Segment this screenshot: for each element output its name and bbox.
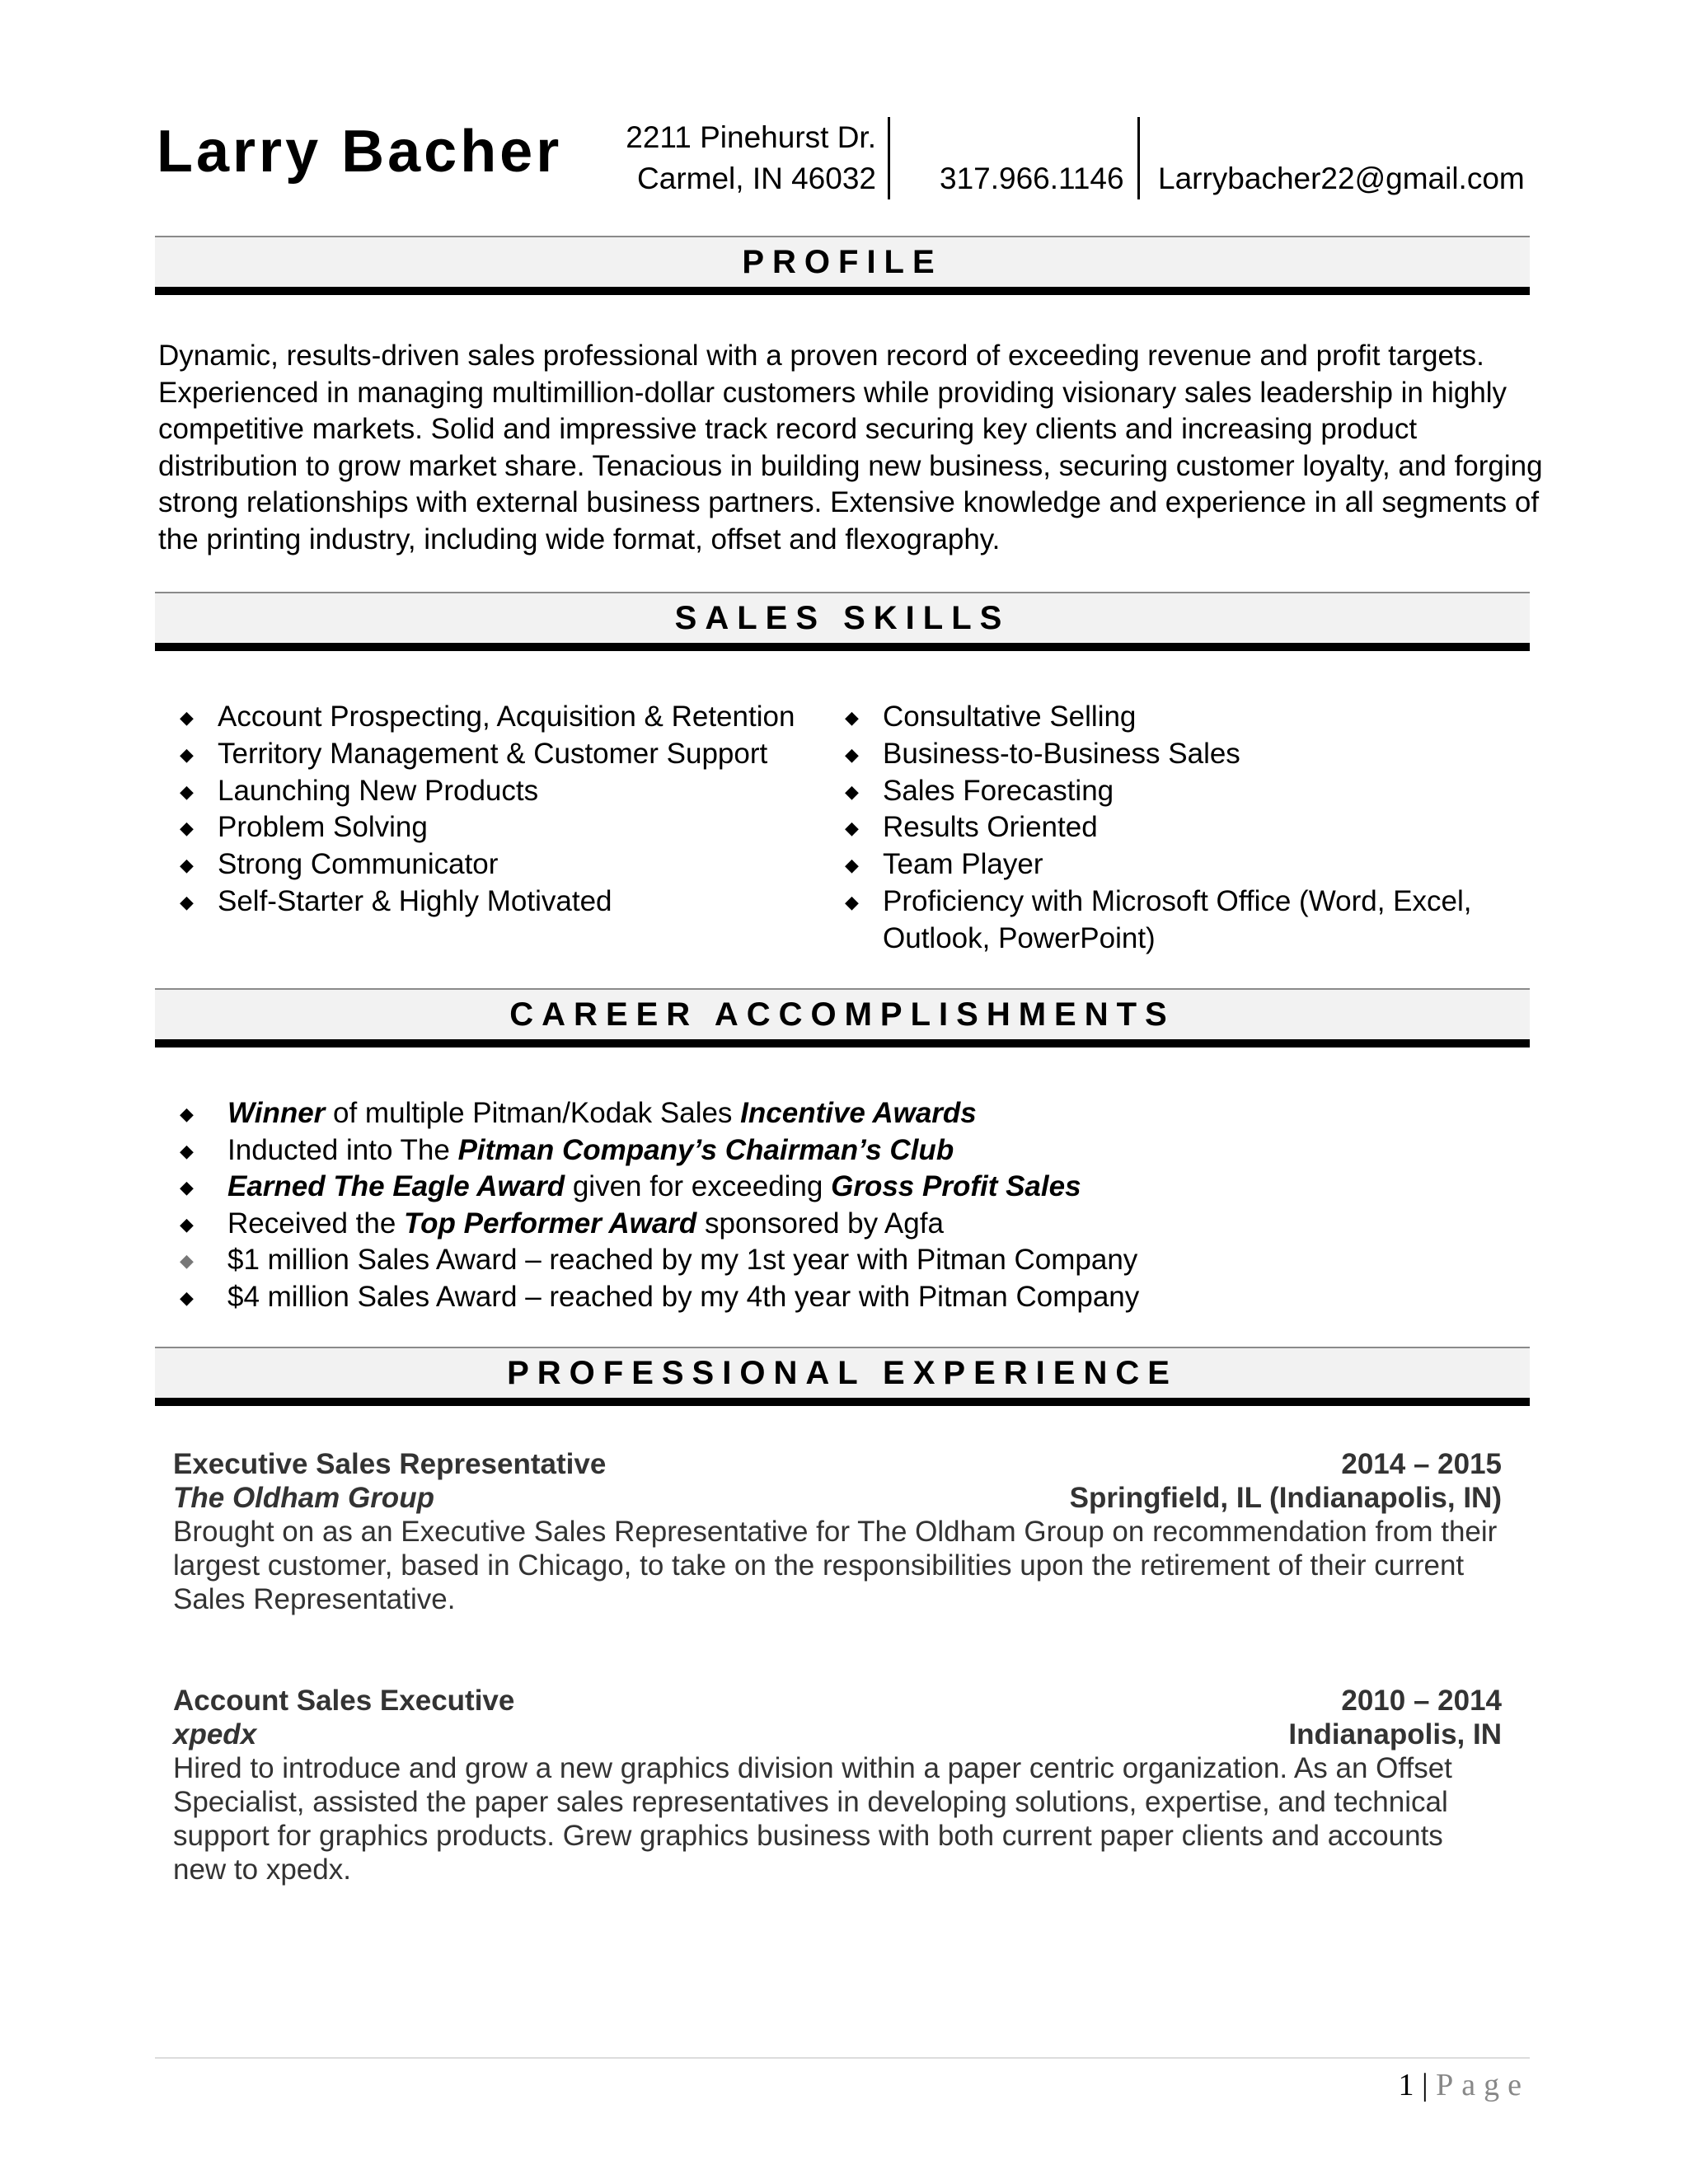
skill-label: Territory Management & Customer Support [218,737,768,770]
list-item: ◆ Earned The Eagle Award given for exceeding Gross Profit Sales [180,1170,1081,1202]
list-item: ◆ Winner of multiple Pitman/Kodak Sales Incentive Awards [180,1097,977,1129]
job-entry [173,1447,1502,1616]
address-block [626,117,876,199]
address-line-2: Carmel, IN 46032 [637,162,876,195]
list-item [823,699,1516,736]
section-title: CAREER ACCOMPLISHMENTS [509,996,1175,1033]
list-item: ◆ $4 million Sales Award – reached by my 4th year with Pitman Company [180,1280,1140,1313]
page-label: Page [1436,2068,1530,2102]
skill-label: Problem Solving [218,811,428,844]
list-item [158,883,818,921]
diamond-bullet-icon: ◆ [845,707,859,728]
job-title: Account Sales Executive [173,1685,515,1717]
list-item [158,773,818,810]
skill-label: Consultative Selling [883,701,1137,733]
skill-label: Proficiency with Microsoft Office (Word, Excel, Outlook, PowerPoint) [883,884,1472,954]
section-header-skills [155,592,1530,651]
job-location: Indianapolis, IN [1288,1718,1502,1750]
diamond-bullet-icon: ◆ [845,891,859,912]
job-dates: 2014 – 2015 [1341,1448,1502,1480]
diamond-bullet-icon: ◆ [180,1250,194,1271]
diamond-bullet-icon: ◆ [180,1104,194,1124]
diamond-bullet-icon: ◆ [845,855,859,876]
diamond-bullet-icon: ◆ [180,1177,194,1197]
skill-label: Results Oriented [883,811,1098,844]
section-title: PROFILE [742,243,943,280]
email-address: Larrybacher22@gmail.com [1158,162,1525,195]
section-title: SALES SKILLS [674,599,1010,636]
job-description: Hired to introduce and grow a new graphics division within a paper centric organization. As an Offset Specialist, assisted the paper sales representatives in developing solutions, expertise, and technical support for graphics products. Grew graphics business with both current paper clients and accounts new to xpedx. [173,1752,1452,1886]
list-item: ◆ Inducted into The Pitman Company’s Chairman’s Club [180,1133,954,1166]
skill-label: Self-Starter & Highly Motivated [218,884,612,917]
section-title: PROFESSIONAL EXPERIENCE [507,1354,1178,1391]
job-company: xpedx [173,1718,257,1750]
list-item [158,809,818,846]
job-title: Executive Sales Representative [173,1448,607,1480]
page-separator: | [1422,2068,1428,2102]
job-dates: 2010 – 2014 [1341,1685,1502,1717]
address-line-1: 2211 Pinehurst Dr. [626,120,876,154]
diamond-bullet-icon: ◆ [180,743,194,765]
diamond-bullet-icon: ◆ [845,743,859,765]
candidate-name: Larry Bacher [157,119,563,185]
skill-label: Sales Forecasting [883,774,1114,807]
diamond-bullet-icon: ◆ [180,1286,194,1308]
diamond-bullet-icon: ◆ [180,707,194,728]
diamond-bullet-icon: ◆ [180,818,194,839]
list-item [158,846,818,883]
section-header-accomplishments [155,988,1530,1047]
skill-label: Business-to-Business Sales [883,737,1240,770]
list-item [823,773,1516,810]
list-item [158,699,818,736]
page-number [1399,2064,1530,2106]
list-item [823,809,1516,846]
accomplishments-list [166,1095,1485,1315]
diamond-bullet-icon: ◆ [180,1213,194,1235]
diamond-bullet-icon: ◆ [180,891,194,912]
profile-summary: Dynamic, results-driven sales professional with a proven record of exceeding revenue and profit targets. Experienced in managing multimillion-dollar customers while providing visionary sales leadership in highly competitive markets. Solid and impressive track record securing key clients and increasing product distribution to grow market share. Tenacious in building new business, securing customer loyalty, and forging strong relationships with external business partners. Extensive knowledge and experience in all segments of the printing industry, including wide format, offset and flexography. [158,340,1543,555]
page-number-value: 1 [1398,2068,1414,2102]
skill-label: Team Player [883,848,1043,881]
job-company: The Oldham Group [173,1482,434,1514]
job-description: Brought on as an Executive Sales Representative for The Oldham Group on recommendation from their largest customer, based in Chicago, to take on the responsibilities upon the retirement of their current Sales Representative. [173,1516,1498,1615]
list-item [823,736,1516,773]
section-header-profile [155,236,1530,295]
header-divider [1137,117,1140,199]
diamond-bullet-icon: ◆ [180,780,194,802]
skills-list-right [823,699,1516,958]
list-item [823,883,1516,958]
list-item [823,846,1516,883]
diamond-bullet-icon: ◆ [845,780,859,802]
list-item: ◆ Received the Top Performer Award sponsored by Agfa [180,1207,944,1240]
list-item: ◆ $1 million Sales Award – reached by my 1st year with Pitman Company [180,1244,1138,1276]
skill-label: Launching New Products [218,774,539,807]
skills-list-left [158,699,818,921]
diamond-bullet-icon: ◆ [180,1140,194,1161]
diamond-bullet-icon: ◆ [845,818,859,839]
phone-number: 317.966.1146 [940,162,1124,195]
list-item [158,736,818,773]
header-divider [888,117,890,199]
skill-label: Account Prospecting, Acquisition & Retention [218,701,795,733]
footer-divider [155,2057,1530,2059]
section-header-experience [155,1347,1530,1406]
diamond-bullet-icon: ◆ [180,855,194,876]
job-entry [173,1684,1502,1886]
job-location: Springfield, IL (Indianapolis, IN) [1069,1482,1502,1514]
skill-label: Strong Communicator [218,848,499,881]
